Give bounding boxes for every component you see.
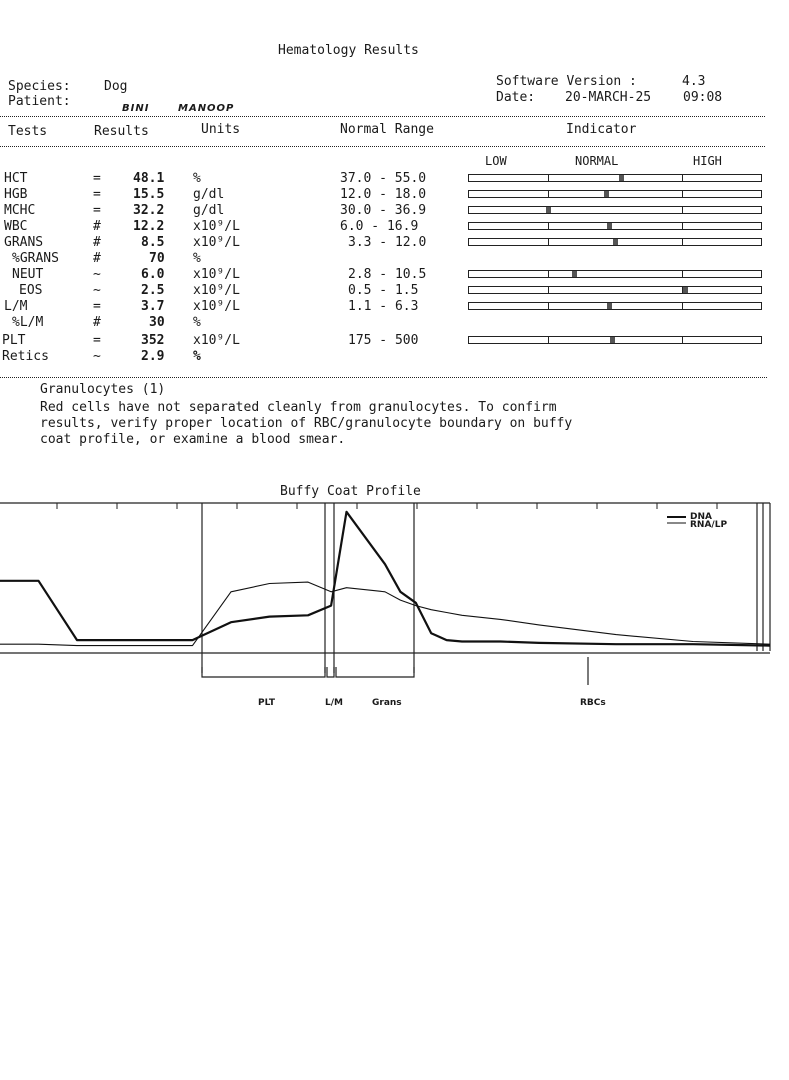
indicator-bar — [468, 286, 762, 294]
test-name: NEUT — [12, 267, 44, 282]
chart-title: Buffy Coat Profile — [280, 484, 421, 499]
test-range: 0.5 - 1.5 — [348, 283, 419, 298]
indicator-low-label: LOW — [485, 154, 507, 168]
test-result: 32.2 — [133, 203, 165, 218]
test-result: 70 — [149, 251, 165, 266]
table-row — [0, 203, 789, 219]
indicator-bar — [468, 270, 762, 278]
test-flag: ~ — [93, 349, 101, 364]
test-unit: x10⁹/L — [193, 235, 240, 250]
test-range: 2.8 - 10.5 — [348, 267, 427, 282]
test-unit: % — [193, 171, 201, 186]
test-unit: x10⁹/L — [193, 283, 240, 298]
test-name: %GRANS — [12, 251, 59, 266]
divider-top — [0, 116, 765, 117]
software-version-value: 4.3 — [682, 74, 706, 89]
test-result: 2.9 — [141, 349, 165, 364]
test-name: L/M — [4, 299, 28, 314]
test-flag: = — [93, 171, 101, 186]
test-flag: = — [93, 299, 101, 314]
header-results: Results — [94, 124, 149, 139]
table-row — [0, 349, 789, 365]
test-flag: # — [93, 219, 101, 234]
note-heading: Granulocytes (1) — [40, 382, 166, 397]
indicator-bar — [468, 238, 762, 246]
region-label-grans: Grans — [372, 698, 402, 708]
region-label-plt: PLT — [258, 698, 275, 708]
patient-last-name: MANOOP — [178, 103, 235, 114]
test-name: GRANS — [4, 235, 44, 250]
test-flag: # — [93, 315, 101, 330]
indicator-marker — [619, 175, 624, 181]
test-range: 30.0 - 36.9 — [340, 203, 427, 218]
series-line-dna — [0, 512, 770, 646]
buffy-coat-chart — [0, 495, 789, 715]
test-unit: g/dl — [193, 187, 225, 202]
test-range: 12.0 - 18.0 — [340, 187, 427, 202]
test-result: 352 — [141, 333, 165, 348]
test-unit: x10⁹/L — [193, 267, 240, 282]
test-flag: # — [93, 235, 101, 250]
test-unit: x10⁹/L — [193, 299, 240, 314]
table-row — [0, 267, 789, 283]
test-range: 3.3 - 12.0 — [348, 235, 427, 250]
test-name: HCT — [4, 171, 28, 186]
table-row — [0, 171, 789, 187]
indicator-bar — [468, 174, 762, 182]
report-title: Hematology Results — [278, 43, 419, 58]
test-result: 48.1 — [133, 171, 165, 186]
header-tests: Tests — [8, 124, 48, 139]
test-unit: % — [193, 315, 201, 330]
test-name: EOS — [19, 283, 43, 298]
test-flag: ~ — [93, 283, 101, 298]
test-flag: ~ — [93, 267, 101, 282]
divider-header — [0, 146, 765, 147]
indicator-marker — [610, 337, 615, 343]
indicator-marker — [604, 191, 609, 197]
table-row — [0, 315, 789, 331]
test-result: 12.2 — [133, 219, 165, 234]
test-range: 175 - 500 — [348, 333, 419, 348]
region-label-lm: L/M — [325, 698, 343, 708]
patient-label: Patient: — [8, 94, 71, 109]
species-label: Species: — [8, 79, 71, 94]
indicator-bar — [468, 336, 762, 344]
test-result: 15.5 — [133, 187, 165, 202]
chart-series-layer — [0, 512, 770, 646]
species-value: Dog — [104, 79, 128, 94]
note-line-1: Red cells have not separated cleanly from granulocytes. To confirm — [40, 400, 557, 415]
region-boundaries — [202, 503, 763, 673]
table-row — [0, 235, 789, 251]
time-value: 09:08 — [683, 90, 723, 105]
note-line-3: coat profile, or examine a blood smear. — [40, 432, 346, 447]
date-label: Date: — [496, 90, 536, 105]
indicator-marker — [683, 287, 688, 293]
table-row — [0, 283, 789, 299]
indicator-bar — [468, 206, 762, 214]
test-range: 1.1 - 6.3 — [348, 299, 419, 314]
table-row — [0, 187, 789, 203]
test-name: WBC — [4, 219, 28, 234]
header-indicator: Indicator — [566, 122, 637, 137]
test-unit: x10⁹/L — [193, 219, 240, 234]
indicator-marker — [607, 223, 612, 229]
test-name: Retics — [2, 349, 49, 364]
chart-top-ticks — [57, 503, 717, 509]
indicator-high-label: HIGH — [693, 154, 722, 168]
test-flag: # — [93, 251, 101, 266]
table-row — [0, 333, 789, 349]
indicator-marker — [546, 207, 551, 213]
region-label-rbcs: RBCs — [580, 698, 606, 708]
test-flag: = — [93, 187, 101, 202]
test-result: 30 — [149, 315, 165, 330]
test-result: 2.5 — [141, 283, 165, 298]
legend-rna-label: RNA/LP — [690, 520, 728, 530]
date-value: 20-MARCH-25 — [565, 90, 652, 105]
indicator-marker — [613, 239, 618, 245]
divider-results — [0, 377, 767, 378]
test-result: 8.5 — [141, 235, 165, 250]
indicator-bar — [468, 190, 762, 198]
indicator-bar — [468, 222, 762, 230]
test-result: 3.7 — [141, 299, 165, 314]
indicator-normal-label: NORMAL — [575, 154, 619, 168]
table-row — [0, 299, 789, 315]
region-brackets — [202, 657, 588, 685]
test-unit: % — [193, 349, 201, 364]
table-row — [0, 219, 789, 235]
test-name: MCHC — [4, 203, 36, 218]
note-line-2: results, verify proper location of RBC/granulocyte boundary on buffy — [40, 416, 573, 431]
test-name: HGB — [4, 187, 28, 202]
test-unit: g/dl — [193, 203, 225, 218]
test-unit: % — [193, 251, 201, 266]
test-name: %L/M — [12, 315, 44, 330]
indicator-bar — [468, 302, 762, 310]
table-row — [0, 251, 789, 267]
series-line-rna-lp — [0, 582, 770, 646]
indicator-marker — [572, 271, 577, 277]
test-flag: = — [93, 203, 101, 218]
test-name: PLT — [2, 333, 26, 348]
header-units: Units — [201, 122, 241, 137]
legend-dna-label: DNA — [690, 512, 712, 522]
header-normal-range: Normal Range — [340, 122, 434, 137]
test-range: 37.0 - 55.0 — [340, 171, 427, 186]
patient-first-name: BINI — [122, 103, 150, 114]
indicator-marker — [607, 303, 612, 309]
test-result: 6.0 — [141, 267, 165, 282]
test-range: 6.0 - 16.9 — [340, 219, 419, 234]
test-unit: x10⁹/L — [193, 333, 240, 348]
software-version-label: Software Version : — [496, 74, 637, 89]
test-flag: = — [93, 333, 101, 348]
